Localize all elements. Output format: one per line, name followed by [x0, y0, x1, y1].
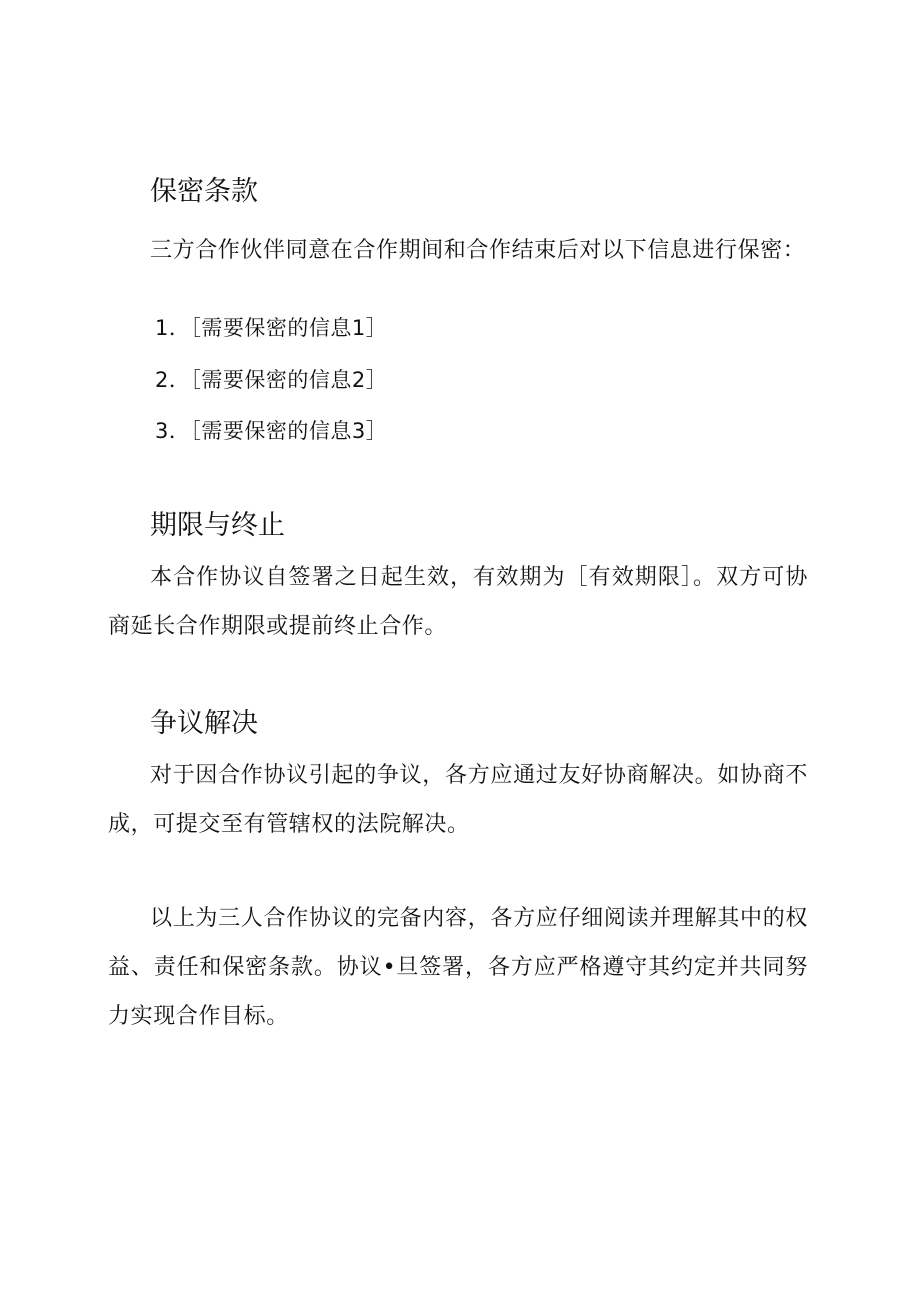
term-body: 本合作协议自签署之日起生效，有效期为［有效期限］。双方可协商延长合作期限或提前终止合作。	[108, 565, 808, 639]
dispute-heading: 争议解决	[150, 708, 258, 739]
confidentiality-item-1: 1．［需要保密的信息1］	[155, 316, 388, 340]
term-heading: 期限与终止	[150, 510, 285, 541]
confidentiality-item-2: 2．［需要保密的信息2］	[155, 368, 388, 392]
confidentiality-intro: 三方合作伙伴同意在合作期间和合作结束后对以下信息进行保密：	[150, 238, 806, 263]
closing-body: 以上为三人合作协议的完备内容，各方应仔细阅读并理解其中的权益、责任和保密条款。协议•旦签署，各方应严格遵守其约定并共同努力实现合作目标。	[108, 906, 808, 1029]
confidentiality-heading: 保密条款	[150, 176, 258, 207]
confidentiality-item-3: 3．［需要保密的信息3］	[155, 419, 388, 443]
dispute-body: 对于因合作协议引起的争议，各方应通过友好协商解决。如协商不成，可提交至有管辖权的法院解决。	[108, 763, 808, 837]
